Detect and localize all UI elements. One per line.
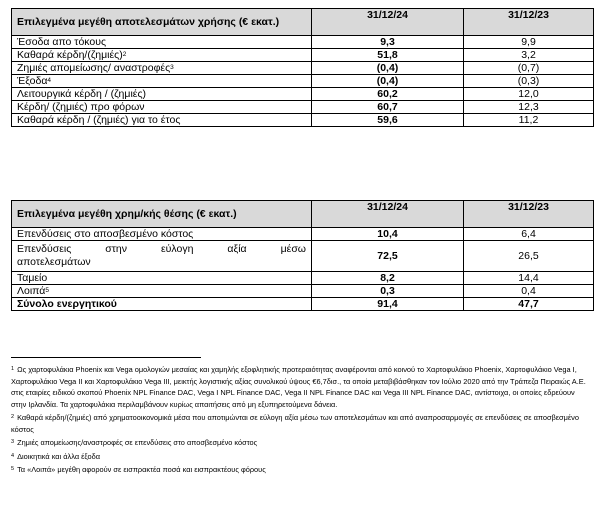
footnote-ref: 5 bbox=[45, 287, 49, 294]
footnote-ref: 3 bbox=[170, 64, 174, 71]
table-row bbox=[12, 272, 594, 285]
position-table-header bbox=[12, 201, 594, 228]
row-value-2023: 11,2 bbox=[464, 114, 594, 127]
row-value-2023: 3,2 bbox=[464, 49, 594, 62]
results-header-col1: 31/12/24 bbox=[312, 9, 464, 36]
row-value-2024: 10,4 bbox=[312, 228, 464, 241]
results-table bbox=[11, 8, 594, 127]
row-label: Καθαρά κέρδη/$(\zeta\eta\mu\iota έ\varsigma)^2$ bbox=[12, 49, 312, 62]
row-value-2024: 91,4 bbox=[312, 298, 464, 311]
footnote bbox=[11, 437, 591, 449]
row-value-2024: 8,2 bbox=[312, 272, 464, 285]
table-row bbox=[12, 36, 594, 49]
table-row bbox=[12, 88, 594, 101]
footnote-ref: 4 bbox=[47, 77, 52, 84]
table-row bbox=[12, 285, 594, 298]
position-header-col1: 31/12/24 bbox=[312, 201, 464, 228]
row-value-2024: 0,3 bbox=[312, 285, 464, 298]
row-label: Ζημιές απομείωσης/ αναστροφές$^3$ bbox=[12, 62, 312, 75]
footnote bbox=[11, 364, 591, 410]
footnote-text: Ζημιές απομείωσης/αναστροφές σε επενδύσεις στο αποσβεσμένο κόστος bbox=[17, 438, 258, 447]
footnote-number: 5 bbox=[11, 466, 15, 472]
table-row bbox=[12, 114, 594, 127]
row-label: Λειτουργικά κέρδη / (ζημιές) bbox=[12, 88, 312, 101]
row-label: Σύνολο ενεργητικού bbox=[12, 298, 312, 311]
footnote-number: 1 bbox=[11, 366, 15, 372]
footnote bbox=[11, 451, 591, 463]
row-value-2024: 59,6 bbox=[312, 114, 464, 127]
table-row bbox=[12, 101, 594, 114]
row-value-2023: 47,7 bbox=[464, 298, 594, 311]
row-label-line2: αποτελεσμάτων bbox=[17, 256, 91, 268]
table-row bbox=[12, 75, 594, 88]
row-label: Λοιπά$^5$ bbox=[12, 285, 312, 298]
footnote bbox=[11, 464, 591, 476]
row-value-2024: (0,4) bbox=[312, 75, 464, 88]
row-value-2023: 26,5 bbox=[464, 241, 594, 272]
table-row-total bbox=[12, 298, 594, 311]
table-row bbox=[12, 241, 594, 272]
results-table-header bbox=[12, 9, 594, 36]
footnote-divider bbox=[11, 357, 201, 358]
row-value-2023: (0,3) bbox=[464, 75, 594, 88]
footnote bbox=[11, 412, 591, 435]
row-label bbox=[12, 241, 312, 272]
footnote-number: 4 bbox=[11, 452, 15, 459]
row-label: Καθαρά κέρδη / (ζημιές) για το έτος bbox=[12, 114, 312, 127]
row-label: Κέρδη/ (ζημιές) προ φόρων bbox=[12, 101, 312, 114]
table-row bbox=[12, 228, 594, 241]
footnote-number: 2 bbox=[11, 414, 15, 420]
footnote-number: 3 bbox=[11, 439, 15, 445]
row-value-2023: 6,4 bbox=[464, 228, 594, 241]
footnotes bbox=[11, 364, 591, 478]
row-value-2023: 9,9 bbox=[464, 36, 594, 49]
row-value-2024: 60,7 bbox=[312, 101, 464, 114]
position-header-label: Επιλεγμένα μεγέθη χρημ/κής θέσης (€ εκατ.) bbox=[12, 201, 312, 228]
row-label: Επενδύσεις στο αποσβεσμένο κόστος bbox=[12, 228, 312, 241]
position-table bbox=[11, 200, 594, 311]
row-value-2023: 12,0 bbox=[464, 88, 594, 101]
table-row bbox=[12, 49, 594, 62]
row-value-2024: 72,5 bbox=[312, 241, 464, 272]
results-header-label: Επιλεγμένα μεγέθη αποτελεσμάτων χρήσης (€ εκατ.) bbox=[12, 9, 312, 36]
row-label: Έξοδα$^4$ bbox=[12, 75, 312, 88]
row-value-2023: 12,3 bbox=[464, 101, 594, 114]
row-label-line1: Επενδύσεις στην εύλογη αξία μέσω bbox=[17, 243, 306, 255]
footnote-ref: 2 bbox=[122, 51, 127, 58]
row-label: Ταμείο bbox=[12, 272, 312, 285]
results-header-col2: 31/12/23 bbox=[464, 9, 594, 36]
row-value-2024: 60,2 bbox=[312, 88, 464, 101]
row-value-2023: (0,7) bbox=[464, 62, 594, 75]
row-label: Έσοδα απο τόκους bbox=[12, 36, 312, 49]
row-value-2024: 9,3 bbox=[312, 36, 464, 49]
footnote-text: Καθαρά κέρδη/(ζημιές) από χρηματοοικονομικά μέσα που αποτιμώνται σε εύλογη αξία μέσω των αποτελεσμάτων και από αναπροσαρμογές σε επενδύσεις σε αποσβεσμένο κόστος bbox=[11, 413, 579, 434]
position-header-col2: 31/12/23 bbox=[464, 201, 594, 228]
footnote-text: Διοικητικά και άλλα έξοδα bbox=[17, 451, 101, 461]
row-value-2023: 0,4 bbox=[464, 285, 594, 298]
footnote-text: Τα «Λοιπά» μεγέθη αφορούν σε εισπρακτέα ποσά και εισπρακτέους φόρους bbox=[17, 465, 266, 474]
footnote-text: Ως χαρτοφυλάκια Phoenix και Vega ομολογιών μεσαίας και χαμηλής εξοφλητικής προτεραιότητας αναφέρονται από κοινού το Χαρτοφυλάκιο Phoenix, Χαρτοφυλάκιο Vega I, Χαρτοφυλάκιο Vega II και Χαρτοφυλάκιο Vega III, μεικτής λογιστικής αξίας συνολικού ύψους €6,7δισ., τα οποία μεταβιβάσθηκαν τον Ιούλιο 2020 από την Τράπεζα Πειραιώς Α.Ε. στις εταιρίες ειδικού σκοπού Phoenix NPL Finance DAC, Vega I NPL Finance DAC, Vega II NPL Finance DAC και Vega III NPL Finance DAC, αντίστοιχα, οι οποίες εδρεύουν στην Ιρλανδία. Τα χαρτοφυλάκια περιλαμβάνουν κυρίως απαιτήσεις από μη εξυπηρετούμενα δάνεια. bbox=[11, 365, 586, 409]
row-value-2024: (0,4) bbox=[312, 62, 464, 75]
table-row bbox=[12, 62, 594, 75]
row-value-2024: 51,8 bbox=[312, 49, 464, 62]
row-value-2023: 14,4 bbox=[464, 272, 594, 285]
